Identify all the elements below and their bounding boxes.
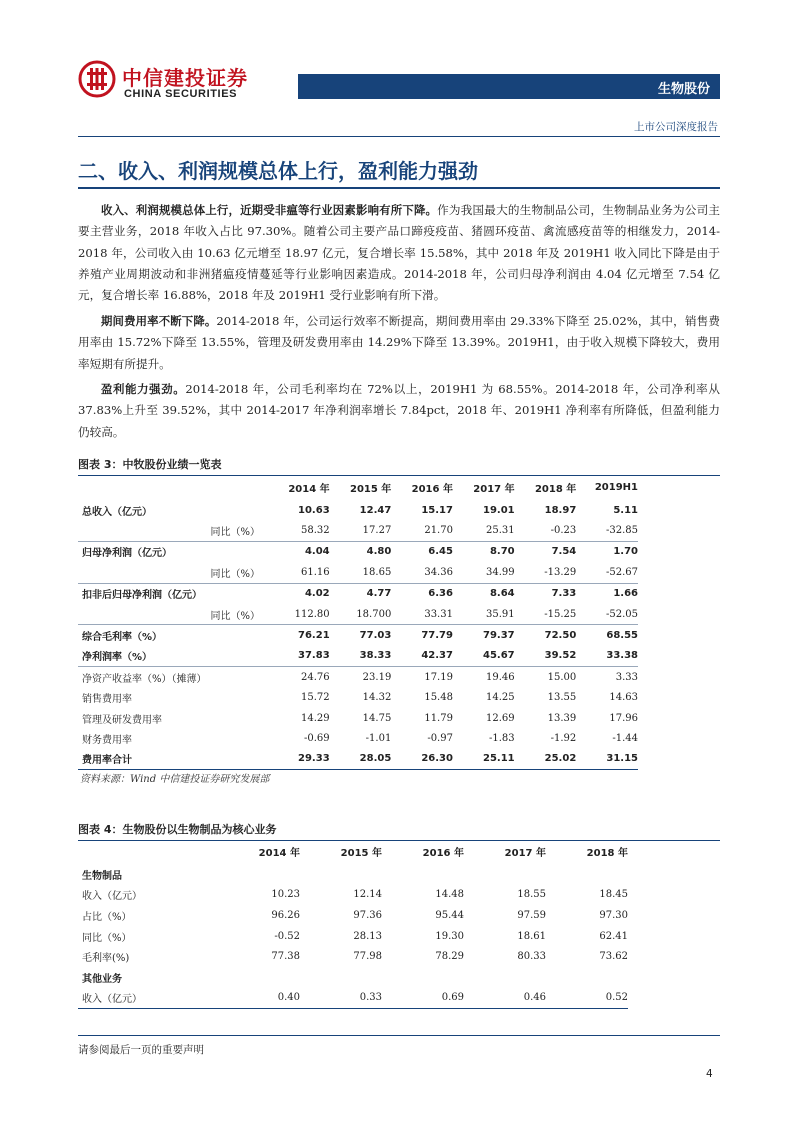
table-cell: 14.29 xyxy=(301,712,330,724)
logo-chinese-name: 中信建投证券 xyxy=(122,66,248,90)
table-cell: 毛利率(%) xyxy=(82,953,130,965)
table-cell: 61.16 xyxy=(268,562,330,583)
table-cell xyxy=(546,864,628,885)
table-cell: 78.29 xyxy=(435,951,464,963)
table-cell: 2014 年 xyxy=(288,483,330,495)
table-cell: 18.61 xyxy=(517,930,546,942)
table-cell: 费用率合计 xyxy=(78,749,268,770)
paragraph-body: 作为我国最大的生物制品公司，生物制品业务为公司主要主营业务，2018 年收入占比 97.30%。随着公司主要产品口蹄疫疫苗、猪圆环疫苗、禽流感疫苗等的相继发力，2014-2018 年，公司收入由 10.63 亿元增至 18.97 亿元，复合增长率 15.58%，其中 2018 年及 2019H1 收入同比下降是由于养殖产业周期波动和非洲猪瘟疫情蔓延等行业影响因素造成。2014-2018 年，公司归母净利润由 4.04 亿元增至 7.54 亿元，复合增长率 16.88%，2018 年及 2019H1 受行业影响有所下滑。 xyxy=(78,203,720,303)
table-cell: 同比（%） xyxy=(82,932,132,944)
table-row xyxy=(78,583,638,604)
table-cell: 2015 年 xyxy=(349,483,392,495)
figure4-caption: 图表 4：生物股份以生物制品为核心业务 xyxy=(78,821,720,841)
table-cell: 总收入（亿元） xyxy=(82,506,152,518)
paragraph-expense-ratio xyxy=(78,311,720,375)
table-cell: 13.39 xyxy=(547,712,577,724)
table-cell: 19.01 xyxy=(482,504,515,516)
header-sector-label: 生物股份 xyxy=(657,82,710,97)
table-cell: 34.36 xyxy=(391,562,453,583)
table-cell xyxy=(464,864,546,885)
table-cell: 31.15 xyxy=(576,749,638,770)
footer-divider xyxy=(78,1035,720,1036)
table-row xyxy=(78,541,638,562)
table-cell xyxy=(300,967,382,988)
table-cell: 42.37 xyxy=(391,646,453,667)
table-cell: 96.26 xyxy=(271,909,300,921)
table-cell: 14.32 xyxy=(362,692,392,704)
table-cell: 14.63 xyxy=(609,692,638,704)
table-cell: 4.77 xyxy=(366,588,392,600)
section-title: 二、收入、利润规模总体上行，盈利能力强劲 xyxy=(78,159,478,183)
table-cell: 2016 年 xyxy=(411,483,453,495)
table-cell: 0.52 xyxy=(546,988,628,1009)
table-cell: 同比（%） xyxy=(78,604,268,625)
table-cell: -1.92 xyxy=(550,732,577,744)
table-cell: 77.03 xyxy=(359,630,392,642)
table-cell xyxy=(382,967,464,988)
table-cell: 14.48 xyxy=(435,889,464,901)
table-cell: 净利润率（%） xyxy=(78,646,268,667)
table-cell: 0.40 xyxy=(218,988,300,1009)
table-cell: 18.55 xyxy=(517,889,546,901)
table-cell: 2016 年 xyxy=(422,847,464,859)
table-header-row xyxy=(78,838,628,864)
table-cell: 25.02 xyxy=(515,749,577,770)
footer-disclaimer: 请参阅最后一页的重要声明 xyxy=(78,1044,204,1056)
table-cell: 2017 年 xyxy=(504,847,546,859)
table-row xyxy=(78,926,628,947)
table-cell: 35.91 xyxy=(453,604,515,625)
paragraph-body: 2014-2018 年，公司毛利率均在 72%以上，2019H1 为 68.55%。2014-2018 年，公司净利率从 37.83%上升至 39.52%，其中 2014-2017 年净利润率增长 7.84pct，2018 年、2019H1 净利率有所降低，但盈利能力仍较高。 xyxy=(78,382,720,439)
table-header-row xyxy=(78,474,638,500)
table-cell: 收入（亿元） xyxy=(78,988,218,1009)
table-cell: 77.79 xyxy=(421,630,453,642)
table-cell: 58.32 xyxy=(268,520,330,541)
table-group-row xyxy=(78,864,628,885)
table-cell: 净资产收益率（%）（摊薄） xyxy=(82,673,207,685)
table-cell: 2019H1 xyxy=(594,481,638,493)
table-cell: 24.76 xyxy=(301,671,330,683)
table-cell: 7.54 xyxy=(551,546,577,558)
table-cell: 同比（%） xyxy=(78,562,268,583)
table-cell: 39.52 xyxy=(515,646,577,667)
table-cell: 97.36 xyxy=(353,909,382,921)
paragraph-body: 2014-2018 年，公司运行效率不断提高，期间费用率由 29.33%下降至 25.02%，其中，销售费用率由 15.72%下降至 13.55%，管理及研发费用率由 14.29%下降至 13.39%。2019H1，由于收入规模下降较大，费用率短期有所提升。 xyxy=(78,314,720,371)
table-cell: 0.69 xyxy=(382,988,464,1009)
table-cell: -1.44 xyxy=(612,732,638,744)
table-cell: 6.36 xyxy=(428,588,453,600)
table-row xyxy=(78,688,638,708)
table-cell: 收入（亿元） xyxy=(82,891,142,903)
table-cell: 5.11 xyxy=(613,504,638,516)
table-cell: 4.80 xyxy=(366,546,392,558)
paragraph-profitability xyxy=(78,379,720,443)
table-cell: 生物制品 xyxy=(82,870,122,882)
table-cell: 15.72 xyxy=(301,692,330,704)
table-cell: 3.33 xyxy=(615,671,638,683)
table-cell: 95.44 xyxy=(435,909,464,921)
table-cell: -0.69 xyxy=(304,732,330,744)
table-cell: 79.37 xyxy=(482,630,515,642)
table-cell: 1.66 xyxy=(613,588,638,600)
table-cell: -0.52 xyxy=(274,930,300,942)
table-cell: 销售费用率 xyxy=(82,694,132,706)
table-cell: 26.30 xyxy=(391,749,453,770)
paragraph-revenue-profit xyxy=(78,200,720,306)
paragraph-lead: 期间费用率不断下降。 xyxy=(101,314,217,328)
table-row xyxy=(78,728,638,748)
table-row xyxy=(78,604,638,625)
table-cell: -1.83 xyxy=(488,732,515,744)
table-cell: 11.79 xyxy=(424,712,453,724)
paragraph-lead: 盈利能力强劲。 xyxy=(101,382,186,396)
table-cell: 综合毛利率（%） xyxy=(82,632,163,644)
table-cell: 归母净利润（亿元） xyxy=(82,548,172,560)
table-cell: 18.45 xyxy=(599,889,628,901)
table-cell xyxy=(382,864,464,885)
table-cell: 76.21 xyxy=(298,630,330,642)
table-cell: 68.55 xyxy=(606,630,638,642)
table-cell: 28.05 xyxy=(330,749,392,770)
table-cell: 其他业务 xyxy=(82,973,122,985)
table-cell: 80.33 xyxy=(517,951,546,963)
paragraph-lead: 收入、利润规模总体上行，近期受非瘟等行业因素影响有所下降。 xyxy=(101,203,438,217)
table-cell: 13.55 xyxy=(547,692,577,704)
table-cell: 2015 年 xyxy=(340,847,382,859)
table-cell: 15.00 xyxy=(547,671,577,683)
table-cell: 12.14 xyxy=(353,889,382,901)
table-cell: 14.25 xyxy=(485,692,515,704)
table-cell: 25.11 xyxy=(453,749,515,770)
header-bar xyxy=(298,74,720,99)
table-cell: 38.33 xyxy=(330,646,392,667)
table-cell: 33.38 xyxy=(576,646,638,667)
table-cell xyxy=(78,838,218,864)
table-row xyxy=(78,988,628,1009)
table-cell: 同比（%） xyxy=(78,520,268,541)
table-cell: 18.700 xyxy=(330,604,392,625)
table-cell xyxy=(78,474,268,500)
table-cell: 18.65 xyxy=(330,562,392,583)
table-cell: 18.97 xyxy=(544,504,577,516)
table-row xyxy=(78,562,638,583)
table-cell: 管理及研发费用率 xyxy=(82,714,162,726)
table-cell: 37.83 xyxy=(268,646,330,667)
table-cell xyxy=(300,864,382,885)
table-row xyxy=(78,625,638,646)
table-cell: -13.29 xyxy=(515,562,577,583)
table-cell: 0.33 xyxy=(300,988,382,1009)
table-cell: 17.27 xyxy=(330,520,392,541)
table-cell: 6.45 xyxy=(428,546,453,558)
table-cell: 77.98 xyxy=(353,951,382,963)
table-row xyxy=(78,520,638,541)
table-cell: 25.31 xyxy=(453,520,515,541)
table-cell: 15.17 xyxy=(421,504,453,516)
table-cell: 10.23 xyxy=(271,889,300,901)
performance-table xyxy=(78,474,638,770)
table-cell: 2014 年 xyxy=(258,847,300,859)
table-row xyxy=(78,946,628,967)
table-cell: 45.67 xyxy=(453,646,515,667)
table-cell: 财务费用率 xyxy=(82,734,132,746)
table-cell: 97.59 xyxy=(517,909,546,921)
table-cell: 12.47 xyxy=(359,504,392,516)
table-cell: 8.70 xyxy=(489,546,515,558)
table-row xyxy=(78,905,628,926)
table-cell: 2018 年 xyxy=(586,847,628,859)
table-cell: 0.46 xyxy=(464,988,546,1009)
table-cell xyxy=(464,967,546,988)
table-row xyxy=(78,708,638,728)
section-divider xyxy=(78,187,720,189)
table-row xyxy=(78,646,638,667)
table-cell: 21.70 xyxy=(391,520,453,541)
report-type-label: 上市公司深度报告 xyxy=(634,121,718,133)
table-cell: -52.67 xyxy=(576,562,638,583)
table-row xyxy=(78,667,638,688)
table-cell: 12.69 xyxy=(485,712,515,724)
figure3-source: 资料来源：Wind 中信建投证券研究发展部 xyxy=(80,774,270,785)
table-cell: 29.33 xyxy=(268,749,330,770)
table-cell: 73.62 xyxy=(599,951,628,963)
table-cell: 97.30 xyxy=(599,909,628,921)
table-cell: 2017 年 xyxy=(473,483,515,495)
table-cell: -32.85 xyxy=(576,520,638,541)
table-cell: 23.19 xyxy=(362,671,392,683)
table-cell: 62.41 xyxy=(599,930,628,942)
table-cell: 72.50 xyxy=(544,630,577,642)
table-cell: 7.33 xyxy=(551,588,577,600)
table-cell: 4.04 xyxy=(304,546,330,558)
table-cell: 19.30 xyxy=(435,930,464,942)
business-segment-table xyxy=(78,838,628,1009)
table-row xyxy=(78,885,628,906)
table-cell: 10.63 xyxy=(298,504,330,516)
table-cell: 15.48 xyxy=(424,692,453,704)
table-cell: 112.80 xyxy=(268,604,330,625)
table-cell: -0.97 xyxy=(427,732,453,744)
table-cell: 28.13 xyxy=(353,930,382,942)
table-cell xyxy=(218,967,300,988)
table-group-row xyxy=(78,967,628,988)
table-cell: 1.70 xyxy=(613,546,638,558)
table-cell: 17.96 xyxy=(609,712,638,724)
figure3-caption: 图表 3：中牧股份业绩一览表 xyxy=(78,456,720,476)
table-cell: 8.64 xyxy=(489,588,515,600)
page-number: 4 xyxy=(706,1068,713,1080)
table-cell: 17.19 xyxy=(424,671,453,683)
table-cell: 19.46 xyxy=(485,671,515,683)
table-cell: 4.02 xyxy=(304,588,330,600)
china-securities-logo-icon xyxy=(78,60,116,98)
table-cell: 14.75 xyxy=(362,712,392,724)
table-cell xyxy=(218,864,300,885)
table-cell: 77.38 xyxy=(271,951,300,963)
table-cell: -0.23 xyxy=(515,520,577,541)
table-cell: 2018 年 xyxy=(534,483,577,495)
table-cell: 扣非后归母净利润（亿元） xyxy=(82,590,202,602)
table-cell: 33.31 xyxy=(391,604,453,625)
table-cell: -1.01 xyxy=(365,732,392,744)
logo-english-name: CHINA SECURITIES xyxy=(124,88,238,100)
table-cell: -15.25 xyxy=(515,604,577,625)
table-cell: 34.99 xyxy=(453,562,515,583)
table-row xyxy=(78,749,638,770)
header-divider xyxy=(78,136,720,137)
table-cell: -52.05 xyxy=(576,604,638,625)
table-row xyxy=(78,500,638,520)
table-cell: 占比（%） xyxy=(82,911,132,923)
table-cell xyxy=(546,967,628,988)
